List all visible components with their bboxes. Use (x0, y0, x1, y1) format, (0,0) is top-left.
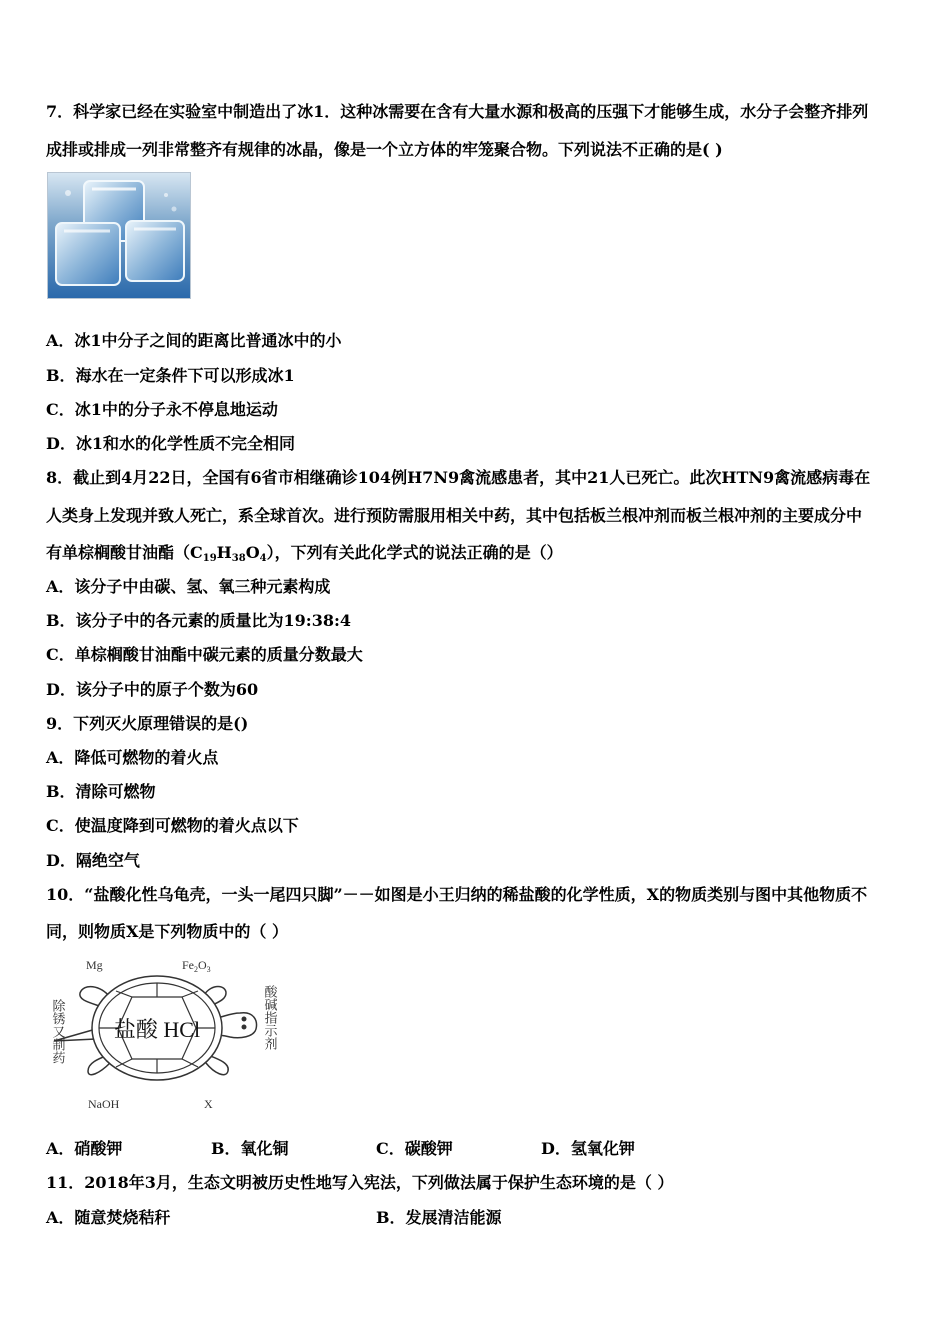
q11-option-a: A．随意焚烧秸秆 (46, 1208, 171, 1227)
diagram-label-left: 除锈又制药 (50, 999, 66, 1064)
q10-stem-line1: 10．“盐酸化性乌龟壳，一头一尾四只脚”－－如图是小王归纳的稀盐酸的化学性质，X的物质类别与图中其他物质不 (46, 885, 868, 904)
q9-option-c: C．使温度降到可燃物的着火点以下 (46, 816, 299, 835)
q9-option-a: A．降低可燃物的着火点 (46, 748, 219, 767)
diagram-label-x: X (204, 1097, 213, 1111)
q10-stem-line2: 同，则物质X是下列物质中的（ ） (46, 922, 288, 941)
q8-option-a: A．该分子中由碳、氢、氧三种元素构成 (46, 577, 331, 596)
ice-cubes-image (47, 172, 191, 299)
q8-sub-h: 38 (231, 553, 246, 564)
q8-option-d: D．该分子中的原子个数为60 (46, 680, 259, 699)
q10-option-c: C．碳酸钾 (376, 1139, 453, 1158)
q7-option-a: A．冰1中分子之间的距离比普通冰中的小 (46, 331, 342, 350)
q9-option-b: B．清除可燃物 (46, 782, 156, 801)
q10-option-a: A．硝酸钾 (46, 1139, 123, 1158)
q8-stem-line2: 人类身上发现并致人死亡，系全球首次。进行预防需服用相关中药，其中包括板兰根冲剂而板兰根冲剂的主要成分中 (46, 506, 863, 525)
q7-stem-line2: 成排或排成一列非常整齐有规律的冰晶，像是一个立方体的牢笼聚合物。下列说法不正确的是( ) (46, 140, 723, 159)
q11-stem: 11．2018年3月，生态文明被历史性地写入宪法，下列做法属于保护生态环境的是（ ） (46, 1173, 674, 1192)
q8-stem-line1: 8．截止到4月22日，全国有6省市相继确诊104例H7N9禽流感患者，其中21人已死亡。此次HTN9禽流感病毒在 (46, 468, 871, 487)
q8-formula-prefix: 有单棕榈酸甘油酯（C (46, 543, 203, 562)
q10-option-d: D．氢氧化钾 (541, 1139, 635, 1158)
q8-sub-o: 4 (259, 553, 267, 564)
diagram-label-fe2o3: $Fe_2O_3$ (182, 958, 211, 974)
q8-stem-line3 (46, 543, 563, 569)
diagram-label-mg: Mg (86, 958, 103, 972)
q8-formula-o: O (245, 543, 260, 562)
q8-option-c: C．单棕榈酸甘油酯中碳元素的质量分数最大 (46, 645, 363, 664)
q8-sub-c: 19 (202, 553, 217, 564)
diagram-label-right: 酸碱指示剂 (262, 985, 278, 1050)
q7-option-d: D．冰1和水的化学性质不完全相同 (46, 434, 296, 453)
q8-option-b: B．该分子中的各元素的质量比为19:38:4 (46, 611, 352, 630)
q9-option-d: D．隔绝空气 (46, 851, 140, 870)
q10-option-b: B．氧化铜 (211, 1139, 289, 1158)
diagram-label-naoh: NaOH (88, 1097, 120, 1111)
q8-formula-h: H (216, 543, 232, 562)
diagram-center-hcl: 盐酸 HCl (113, 1017, 201, 1042)
q11-option-b: B．发展清洁能源 (376, 1208, 502, 1227)
q9-stem: 9．下列灭火原理错误的是() (46, 714, 249, 733)
q7-option-b: B．海水在一定条件下可以形成冰1 (46, 366, 295, 385)
turtle-diagram (44, 955, 292, 1115)
q8-formula-suffix: ），下列有关此化学式的说法正确的是（） (266, 543, 563, 562)
q7-option-c: C．冰1中的分子永不停息地运动 (46, 400, 278, 419)
q7-stem-line1: 7．科学家已经在实验室中制造出了冰1．这种冰需要在含有大量水源和极高的压强下才能够生成，水分子会整齐排列 (46, 102, 869, 121)
